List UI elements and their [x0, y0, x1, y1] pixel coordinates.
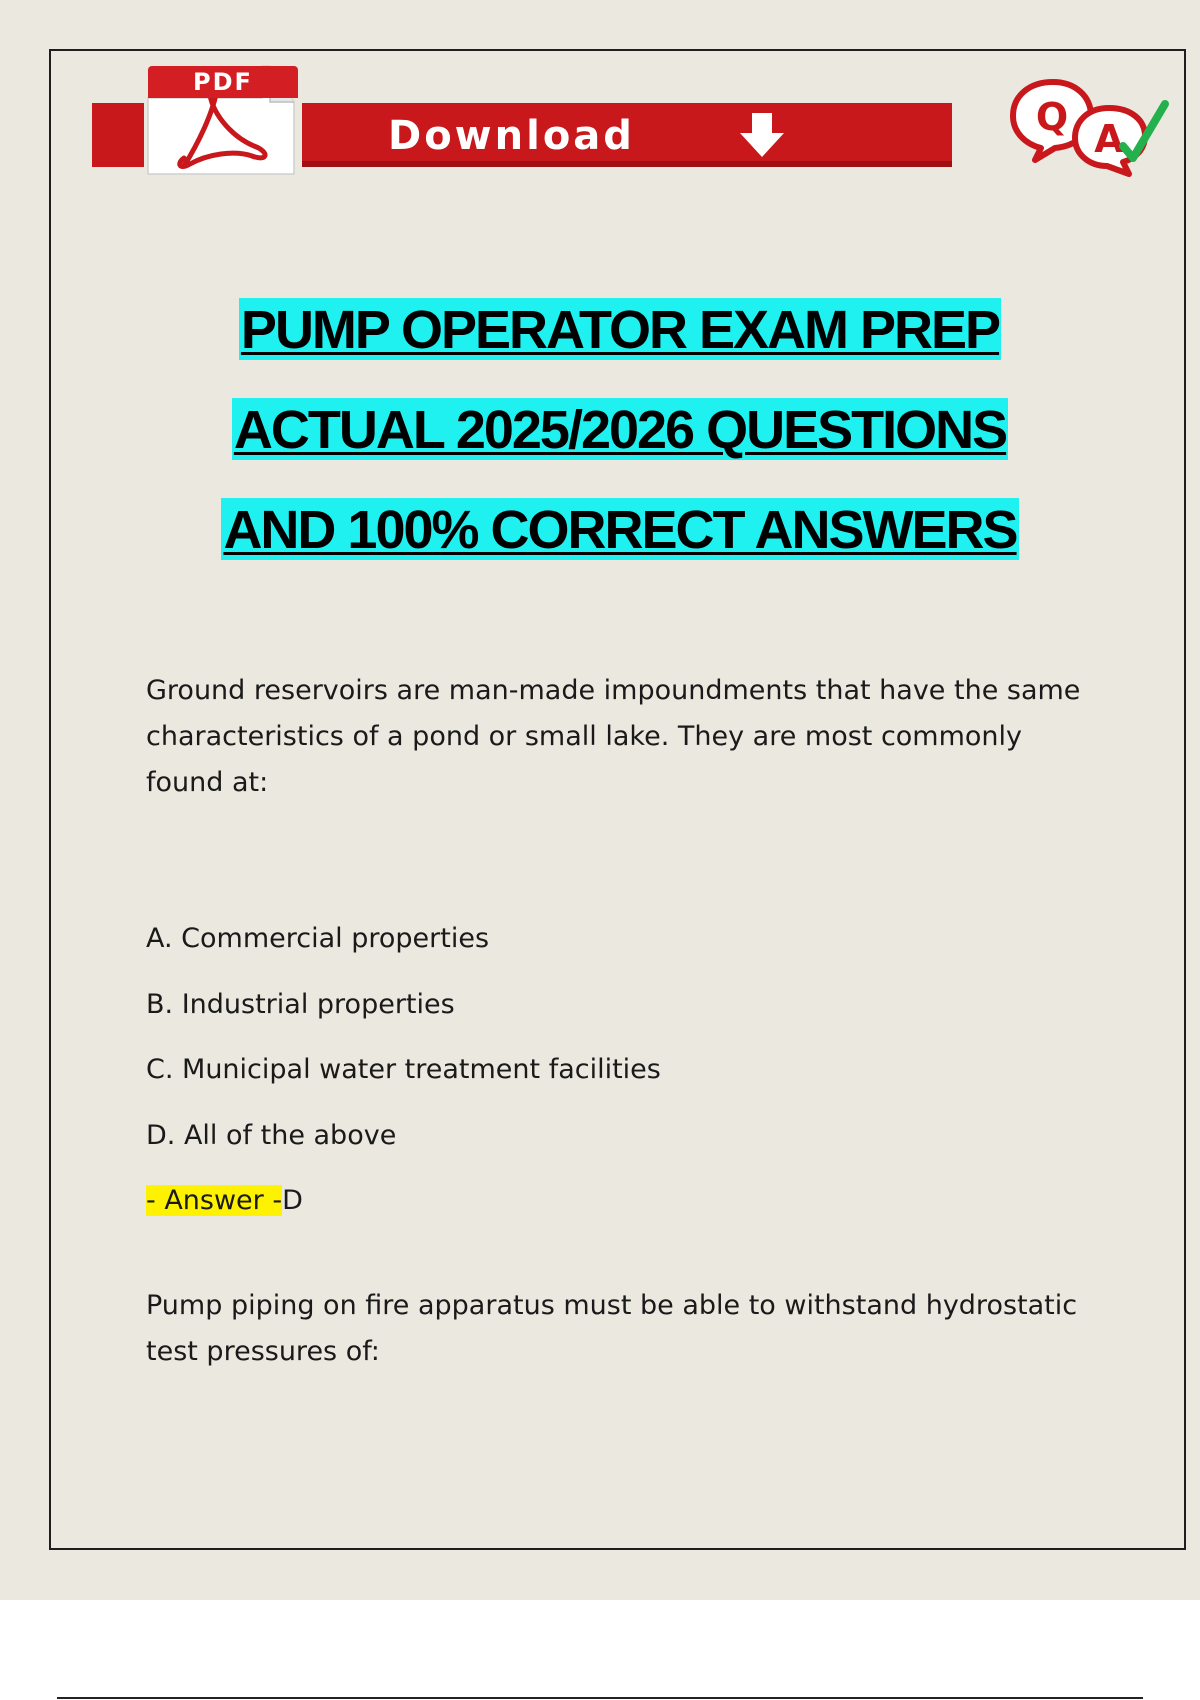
download-label: Download [388, 113, 635, 159]
question-text: Ground reservoirs are man-made impoundments that have the same characteristics of a pond or small lake. They are most commonly found at: [146, 675, 1081, 798]
document-title [0, 298, 1200, 598]
question-block [146, 668, 1106, 1224]
answer-label: - Answer - [146, 1185, 283, 1216]
answer-line [146, 1178, 1106, 1224]
option-a: A. Commercial properties [146, 923, 490, 954]
q-letter: Q [1035, 95, 1069, 139]
option-b: B. Industrial properties [146, 988, 455, 1020]
title-line: AND 100% CORRECT ANSWERS [223, 500, 1017, 560]
pdf-download-banner[interactable] [92, 60, 862, 180]
title-line: ACTUAL 2025/2026 QUESTIONS [233, 400, 1007, 460]
question-text: Pump piping on fire apparatus must be able to withstand hydrostatic test pressures of: [146, 1290, 1078, 1367]
download-arrow-icon [734, 111, 790, 161]
divider [57, 1697, 1143, 1699]
pdf-document-icon [144, 62, 302, 178]
answer-options [146, 916, 1106, 1178]
option-c: C. Municipal water treatment facilities [146, 1054, 661, 1085]
option-d: D. All of the above [146, 1119, 397, 1151]
pdf-tag: PDF [148, 66, 298, 98]
a-letter: A [1094, 117, 1124, 161]
title-line: PUMP OPERATOR EXAM PREP [240, 300, 1000, 360]
qa-check-icon [1005, 74, 1173, 178]
banner-bar-left [92, 103, 144, 167]
answer-value: D [282, 1185, 303, 1216]
